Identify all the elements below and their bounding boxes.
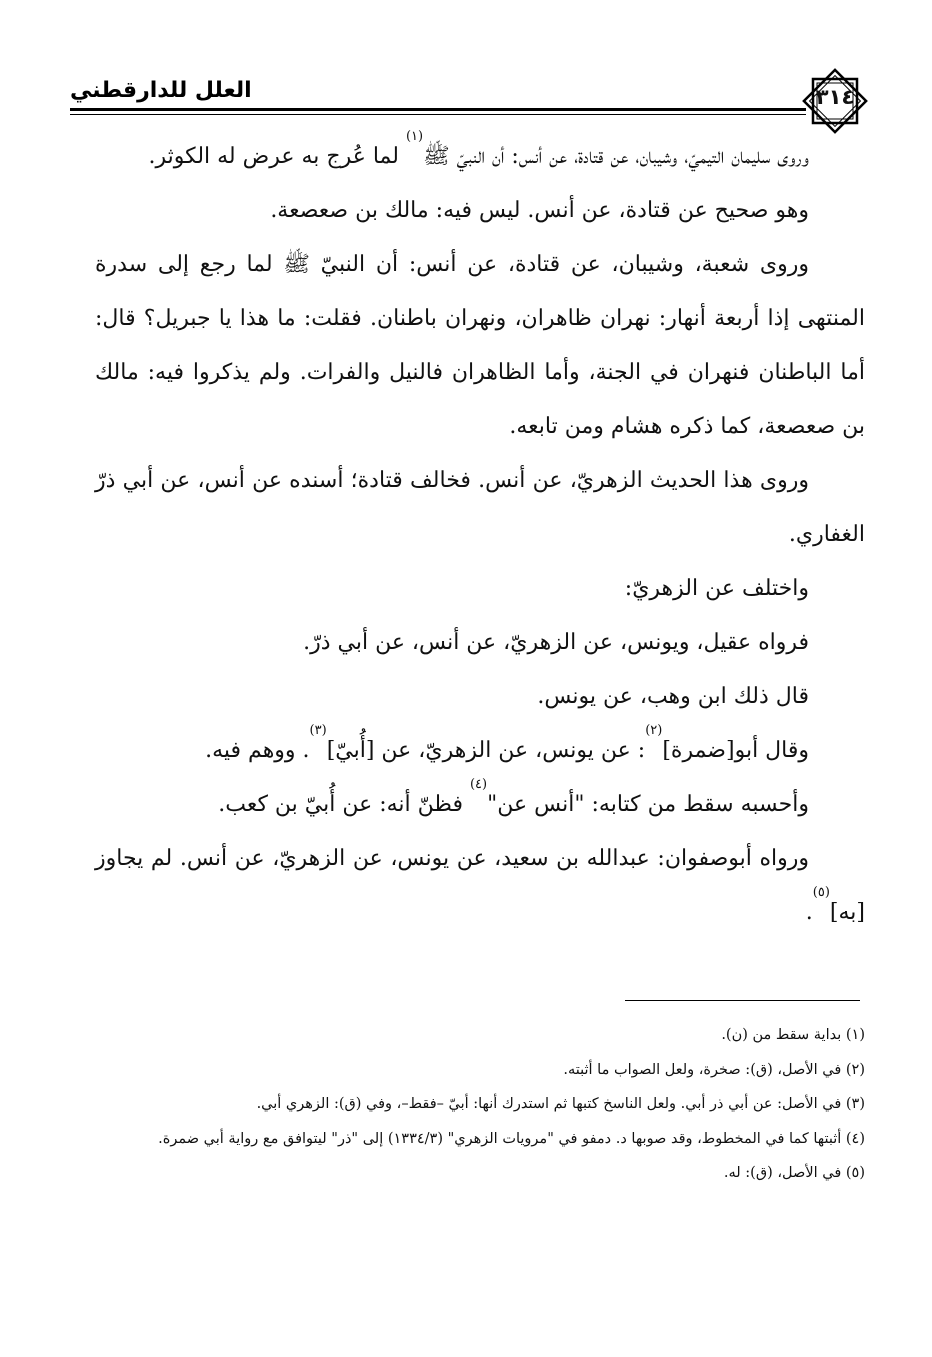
running-header-title: العلل للدارقطني xyxy=(70,78,252,103)
main-text xyxy=(95,130,865,940)
paragraph-6: فرواه عقيل، ويونس، عن الزهريّ، عن أنس، عن أبي ذرّ. xyxy=(303,630,809,655)
footnote-2: (٢) في الأصل، (ق): صخرة، ولعل الصواب ما أثبته. xyxy=(563,1061,865,1078)
footnote-ref-5: (٥) xyxy=(812,885,830,900)
footnote-5: (٥) في الأصل، (ق): له. xyxy=(723,1165,865,1181)
footnote-4: (٤) أثبتها كما في المخطوط، وقد صوبها د. دمفو في "مرويات الزهري" (١٣٣٤/٣) إلى "ذر" ليتوافق مع رواية أبي ضمرة. xyxy=(158,1130,865,1147)
footnote-3: (٣) في الأصل: عن أبي ذر أبي. ولعل الناسخ كتبها ثم استدرك أنها: أبيّ –فقط–، وفي (ق): الزهري أبي. xyxy=(256,1096,865,1112)
paragraph-8: وقال أبو[ضمرة]$^{(٢)}$: عن يونس، عن الزهريّ، عن [أُبيّ]$^{(٣)}$. ووهم فيه. xyxy=(205,723,809,763)
header-rule xyxy=(70,108,806,111)
paragraph-9: وأحسبه سقط من كتابه: "أنس عن"$^{(٤)}$ فظنّ أنه: عن أُبيّ بن كعب. xyxy=(218,777,809,817)
footnote-ref-2: (٢) xyxy=(645,723,663,738)
paragraph-4: وروى هذا الحديث الزهريّ، عن أنس. فخالف قتادة؛ أسنده عن أنس، عن أبي ذرّ الغفاري. xyxy=(95,468,865,547)
paragraph-2: وهو صحيح عن قتادة، عن أنس. ليس فيه: مالك بن صعصعة. xyxy=(270,198,809,223)
page-number: ٣١٤ xyxy=(815,85,855,109)
footnote-separator xyxy=(625,1000,860,1001)
paragraph-10: ورواه أبوصفوان: عبدالله بن سعيد، عن يونس، عن الزهريّ، عن أنس. لم يجاوز [به]$^{(٥)}$. xyxy=(95,846,865,925)
paragraph-7: قال ذلك ابن وهب، عن يونس. xyxy=(537,684,809,709)
paragraph-5: واختلف عن الزهريّ: xyxy=(624,576,809,601)
footnote-1: (١) بداية سقط من (ن). xyxy=(721,1027,865,1043)
footnote-ref-4: (٤) xyxy=(469,777,488,792)
footnote-ref-3: (٣) xyxy=(309,723,327,738)
paragraph-3: وروى شعبة، وشيبان، عن قتادة، عن أنس: أن النبيّ ﷺ لما رجع إلى سدرة المنتهى إذا أربعة أنهار: نهران ظاهران، ونهران باطنان. فقلت: ما هذا يا جبريل؟ قال: أما الباطنان فنهران في الجنة، وأما الظاهران فالنيل والفرات. ولم يذكروا فيه: مالك بن صعصعة، كما ذكره هشام ومن تابعه. xyxy=(95,252,865,439)
paragraph-1: وروى سليمان التيميّ، وشيبان، عن قتادة، عن أنس: أن النبيّ ﷺ$^{(١)}$ لما عُرج به عرض له الكوثر. xyxy=(148,129,809,169)
header-rule-thin xyxy=(70,114,806,115)
footnotes xyxy=(100,1018,865,1191)
footnote-ref-1: (١) xyxy=(405,129,424,144)
